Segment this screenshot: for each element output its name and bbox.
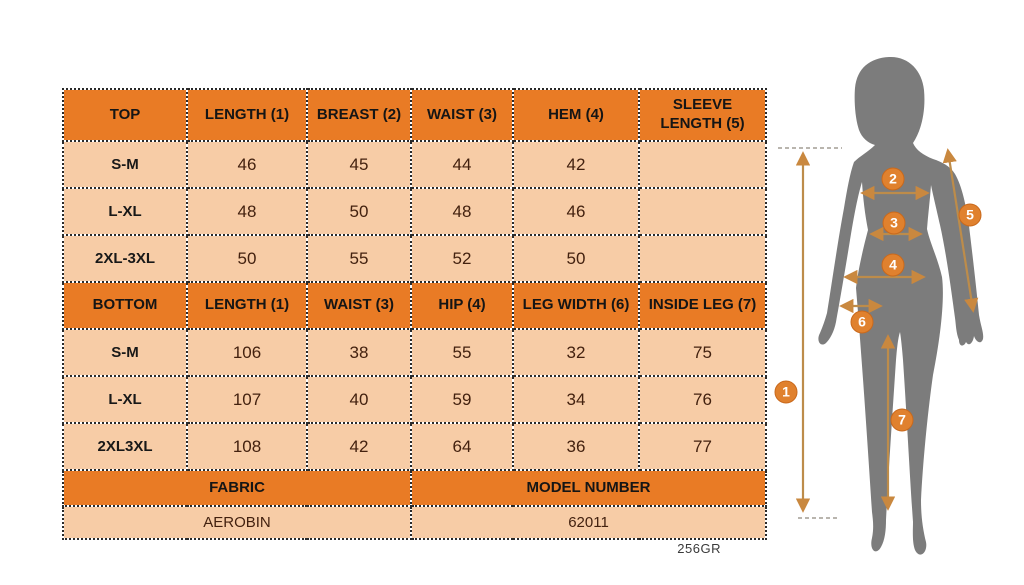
- measurement-value: 34: [513, 376, 639, 423]
- measurement-value: 55: [307, 235, 411, 282]
- measure-marker-2: 2: [882, 168, 905, 191]
- measurement-value: 44: [411, 141, 513, 188]
- measure-marker-6: 6: [851, 311, 874, 334]
- size-label: L-XL: [63, 376, 187, 423]
- measurement-value: [639, 141, 766, 188]
- table-row: [63, 188, 766, 235]
- model-number-header: MODEL NUMBER: [411, 470, 766, 506]
- measure-marker-1: 1: [775, 381, 798, 404]
- measurement-value: 59: [411, 376, 513, 423]
- measurement-value: 64: [411, 423, 513, 470]
- size-label: 2XL3XL: [63, 423, 187, 470]
- bottom-header-cell: HIP (4): [411, 282, 513, 329]
- body-silhouette-graphic: [770, 30, 1024, 585]
- measurement-value: 50: [513, 235, 639, 282]
- measurement-value: 75: [639, 329, 766, 376]
- measurement-value: [639, 235, 766, 282]
- fabric-header: FABRIC: [63, 470, 411, 506]
- measurement-value: 36: [513, 423, 639, 470]
- measurement-value: 76: [639, 376, 766, 423]
- measurement-value: 40: [307, 376, 411, 423]
- measurement-value: 108: [187, 423, 307, 470]
- top-header-cell: TOP: [63, 89, 187, 141]
- footer-header-row: [63, 470, 766, 506]
- measure-marker-5: 5: [959, 204, 982, 227]
- size-label: S-M: [63, 141, 187, 188]
- measurement-value: 77: [639, 423, 766, 470]
- measurement-value: 106: [187, 329, 307, 376]
- size-label: S-M: [63, 329, 187, 376]
- bottom-header-row: [63, 282, 766, 329]
- bottom-header-cell: WAIST (3): [307, 282, 411, 329]
- table-row: [63, 235, 766, 282]
- measurement-value: 46: [513, 188, 639, 235]
- bottom-header-cell: LEG WIDTH (6): [513, 282, 639, 329]
- measurement-value: 50: [187, 235, 307, 282]
- measure-marker-7: 7: [891, 409, 914, 432]
- bottom-header-cell: LENGTH (1): [187, 282, 307, 329]
- measurement-value: 46: [187, 141, 307, 188]
- measurement-value: 38: [307, 329, 411, 376]
- top-header-cell: BREAST (2): [307, 89, 411, 141]
- measurement-value: 107: [187, 376, 307, 423]
- measurement-value: 32: [513, 329, 639, 376]
- measurement-value: 42: [513, 141, 639, 188]
- measure-marker-3: 3: [883, 212, 906, 235]
- size-chart-table: [62, 88, 767, 540]
- table-row: [63, 423, 766, 470]
- table-row: [63, 376, 766, 423]
- fabric-value: AEROBIN: [63, 506, 411, 539]
- measurement-value: 48: [187, 188, 307, 235]
- measurement-value: 52: [411, 235, 513, 282]
- measure-marker-4: 4: [882, 254, 905, 277]
- measurement-value: 55: [411, 329, 513, 376]
- size-label: 2XL-3XL: [63, 235, 187, 282]
- top-header-cell: SLEEVE LENGTH (5): [639, 89, 766, 141]
- measurement-value: 42: [307, 423, 411, 470]
- measurement-value: 50: [307, 188, 411, 235]
- measurement-value: [639, 188, 766, 235]
- footer-value-row: [63, 506, 766, 539]
- table-row: [63, 329, 766, 376]
- top-header-cell: WAIST (3): [411, 89, 513, 141]
- top-header-cell: HEM (4): [513, 89, 639, 141]
- table-row: [63, 141, 766, 188]
- measurement-value: 45: [307, 141, 411, 188]
- size-label: L-XL: [63, 188, 187, 235]
- product-code-text: 256GR: [677, 541, 721, 556]
- top-header-row: [63, 89, 766, 141]
- bottom-header-cell: BOTTOM: [63, 282, 187, 329]
- measurement-figure: [770, 30, 1024, 585]
- bottom-header-cell: INSIDE LEG (7): [639, 282, 766, 329]
- measurement-value: 48: [411, 188, 513, 235]
- top-header-cell: LENGTH (1): [187, 89, 307, 141]
- model-number-value: 62011: [411, 506, 766, 539]
